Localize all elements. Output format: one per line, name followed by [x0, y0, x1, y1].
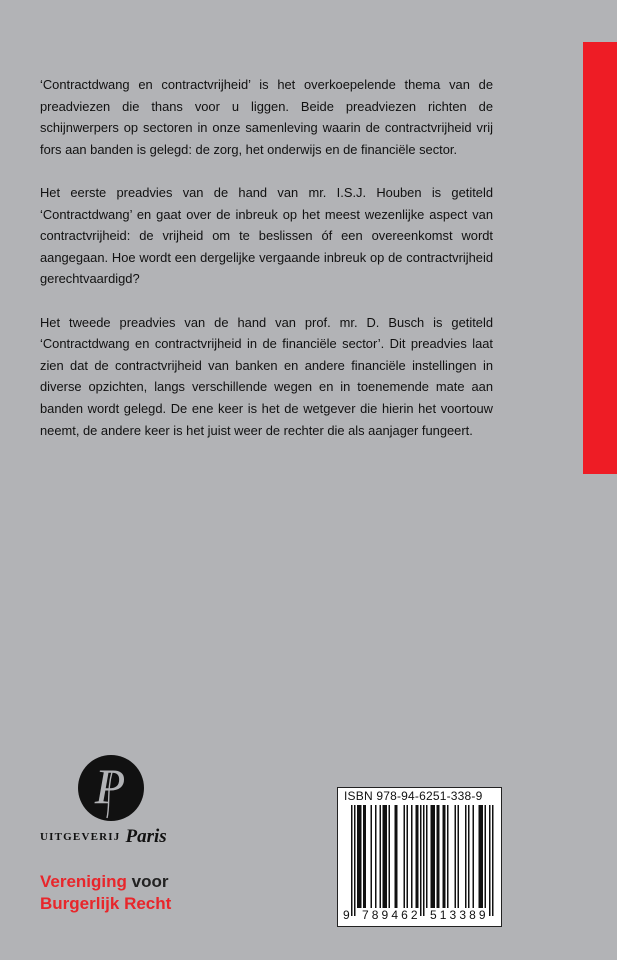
barcode-bar — [492, 805, 494, 916]
publisher-name-script: Paris — [125, 826, 167, 847]
barcode-bar — [434, 805, 436, 908]
barcode-bar — [455, 805, 457, 908]
barcode-bar — [444, 805, 446, 908]
publisher-logo — [77, 754, 145, 827]
barcode-bar — [404, 805, 406, 908]
barcode-bar — [443, 805, 445, 908]
society-line1-a: Vereniging — [40, 872, 127, 891]
paragraph-first-preadvice: Het eerste preadvies van de hand van mr. I.S.J. Houben is getiteld ‘Contractdwang’ en gaat over de inbreuk op het meest wezenlijke aspect van contractvrijheid: de vrijheid om te beslissen óf een overeenkomst wordt aangegaan. Hoe wordt een dergelijke vergaande inbreuk op de contractvrijheid gerechtvaardigd? — [40, 184, 493, 287]
barcode-bar — [447, 805, 449, 908]
barcode-bar — [458, 805, 460, 908]
publisher-name — [40, 826, 200, 848]
barcode-bar — [437, 805, 439, 908]
publisher-name-caps: UITGEVERIJ — [40, 831, 121, 843]
barcode-bar — [431, 805, 433, 908]
barcode-digits-right: 513389 — [430, 908, 489, 922]
barcode-bar — [480, 805, 482, 908]
barcode-bar — [359, 805, 361, 908]
red-accent-strip — [583, 42, 617, 474]
barcode-digits — [338, 908, 501, 924]
barcode-bar — [357, 805, 359, 908]
society-logo — [40, 871, 171, 915]
barcode-bar — [432, 805, 434, 908]
barcode-bar — [407, 805, 409, 908]
barcode-digit-first: 9 — [343, 908, 350, 922]
barcode-bar — [375, 805, 377, 908]
barcode-bar — [420, 805, 422, 916]
society-line1-b: voor — [131, 872, 169, 891]
barcode-bar — [363, 805, 365, 908]
barcode-bar — [384, 805, 386, 908]
barcode-bar — [489, 805, 491, 916]
barcode-bar — [468, 805, 470, 908]
barcode-bar — [360, 805, 362, 908]
barcode-digits-left: 789462 — [362, 908, 421, 922]
barcode-bar — [386, 805, 388, 908]
barcode-bar — [416, 805, 418, 908]
barcode-bar — [438, 805, 440, 908]
barcode-bar — [365, 805, 367, 908]
barcode-bar — [465, 805, 467, 908]
barcode-bar — [417, 805, 419, 908]
barcode-bar — [354, 805, 356, 916]
barcode-bar — [395, 805, 397, 908]
barcode-bar — [411, 805, 413, 908]
barcode-bar — [380, 805, 382, 908]
barcode-bars — [338, 788, 501, 926]
barcode-bar — [473, 805, 475, 908]
barcode-bar — [383, 805, 385, 908]
barcode-bar — [479, 805, 481, 908]
barcode-bar — [423, 805, 425, 916]
barcode-bar — [351, 805, 353, 916]
barcode-bar — [389, 805, 391, 908]
barcode-bar — [485, 805, 487, 908]
barcode-bar — [482, 805, 484, 908]
paragraph-theme: ‘Contractdwang en contractvrijheid’ is het overkoepelende thema van de preadviezen die thans voor u liggen. Beide preadviezen richten de schijnwerpers op sectoren in onze samenleving waarin de contractvrijheid vrij fors aan banden is gelegd: de zorg, het onderwijs en de financiële sector. — [40, 77, 493, 157]
isbn-label: ISBN 978-94-6251-338-9 — [344, 789, 483, 803]
paragraph-second-preadvice: Het tweede preadvies van de hand van prof. mr. D. Busch is getiteld ‘Contractdwang en contractvrijheid in de financiële sector’. Dit preadvies laat zien dat de contractvrijheid van banken en andere financiële instellingen in diverse opzichten, langs verschillende wegen en in toenemende mate aan banden wordt gelegd. De ene keer is het de wetgever die hierin het voortouw neemt, de andere keer is het juist weer de rechter die als aanjager fungeert. — [40, 314, 493, 438]
back-cover-text — [40, 74, 493, 463]
barcode-bar — [426, 805, 428, 908]
barcode-bar — [396, 805, 398, 908]
isbn-barcode — [337, 787, 502, 927]
publisher-logo-letter: P — [94, 758, 126, 814]
society-line2: Burgerlijk Recht — [40, 894, 172, 913]
barcode-bar — [371, 805, 373, 908]
